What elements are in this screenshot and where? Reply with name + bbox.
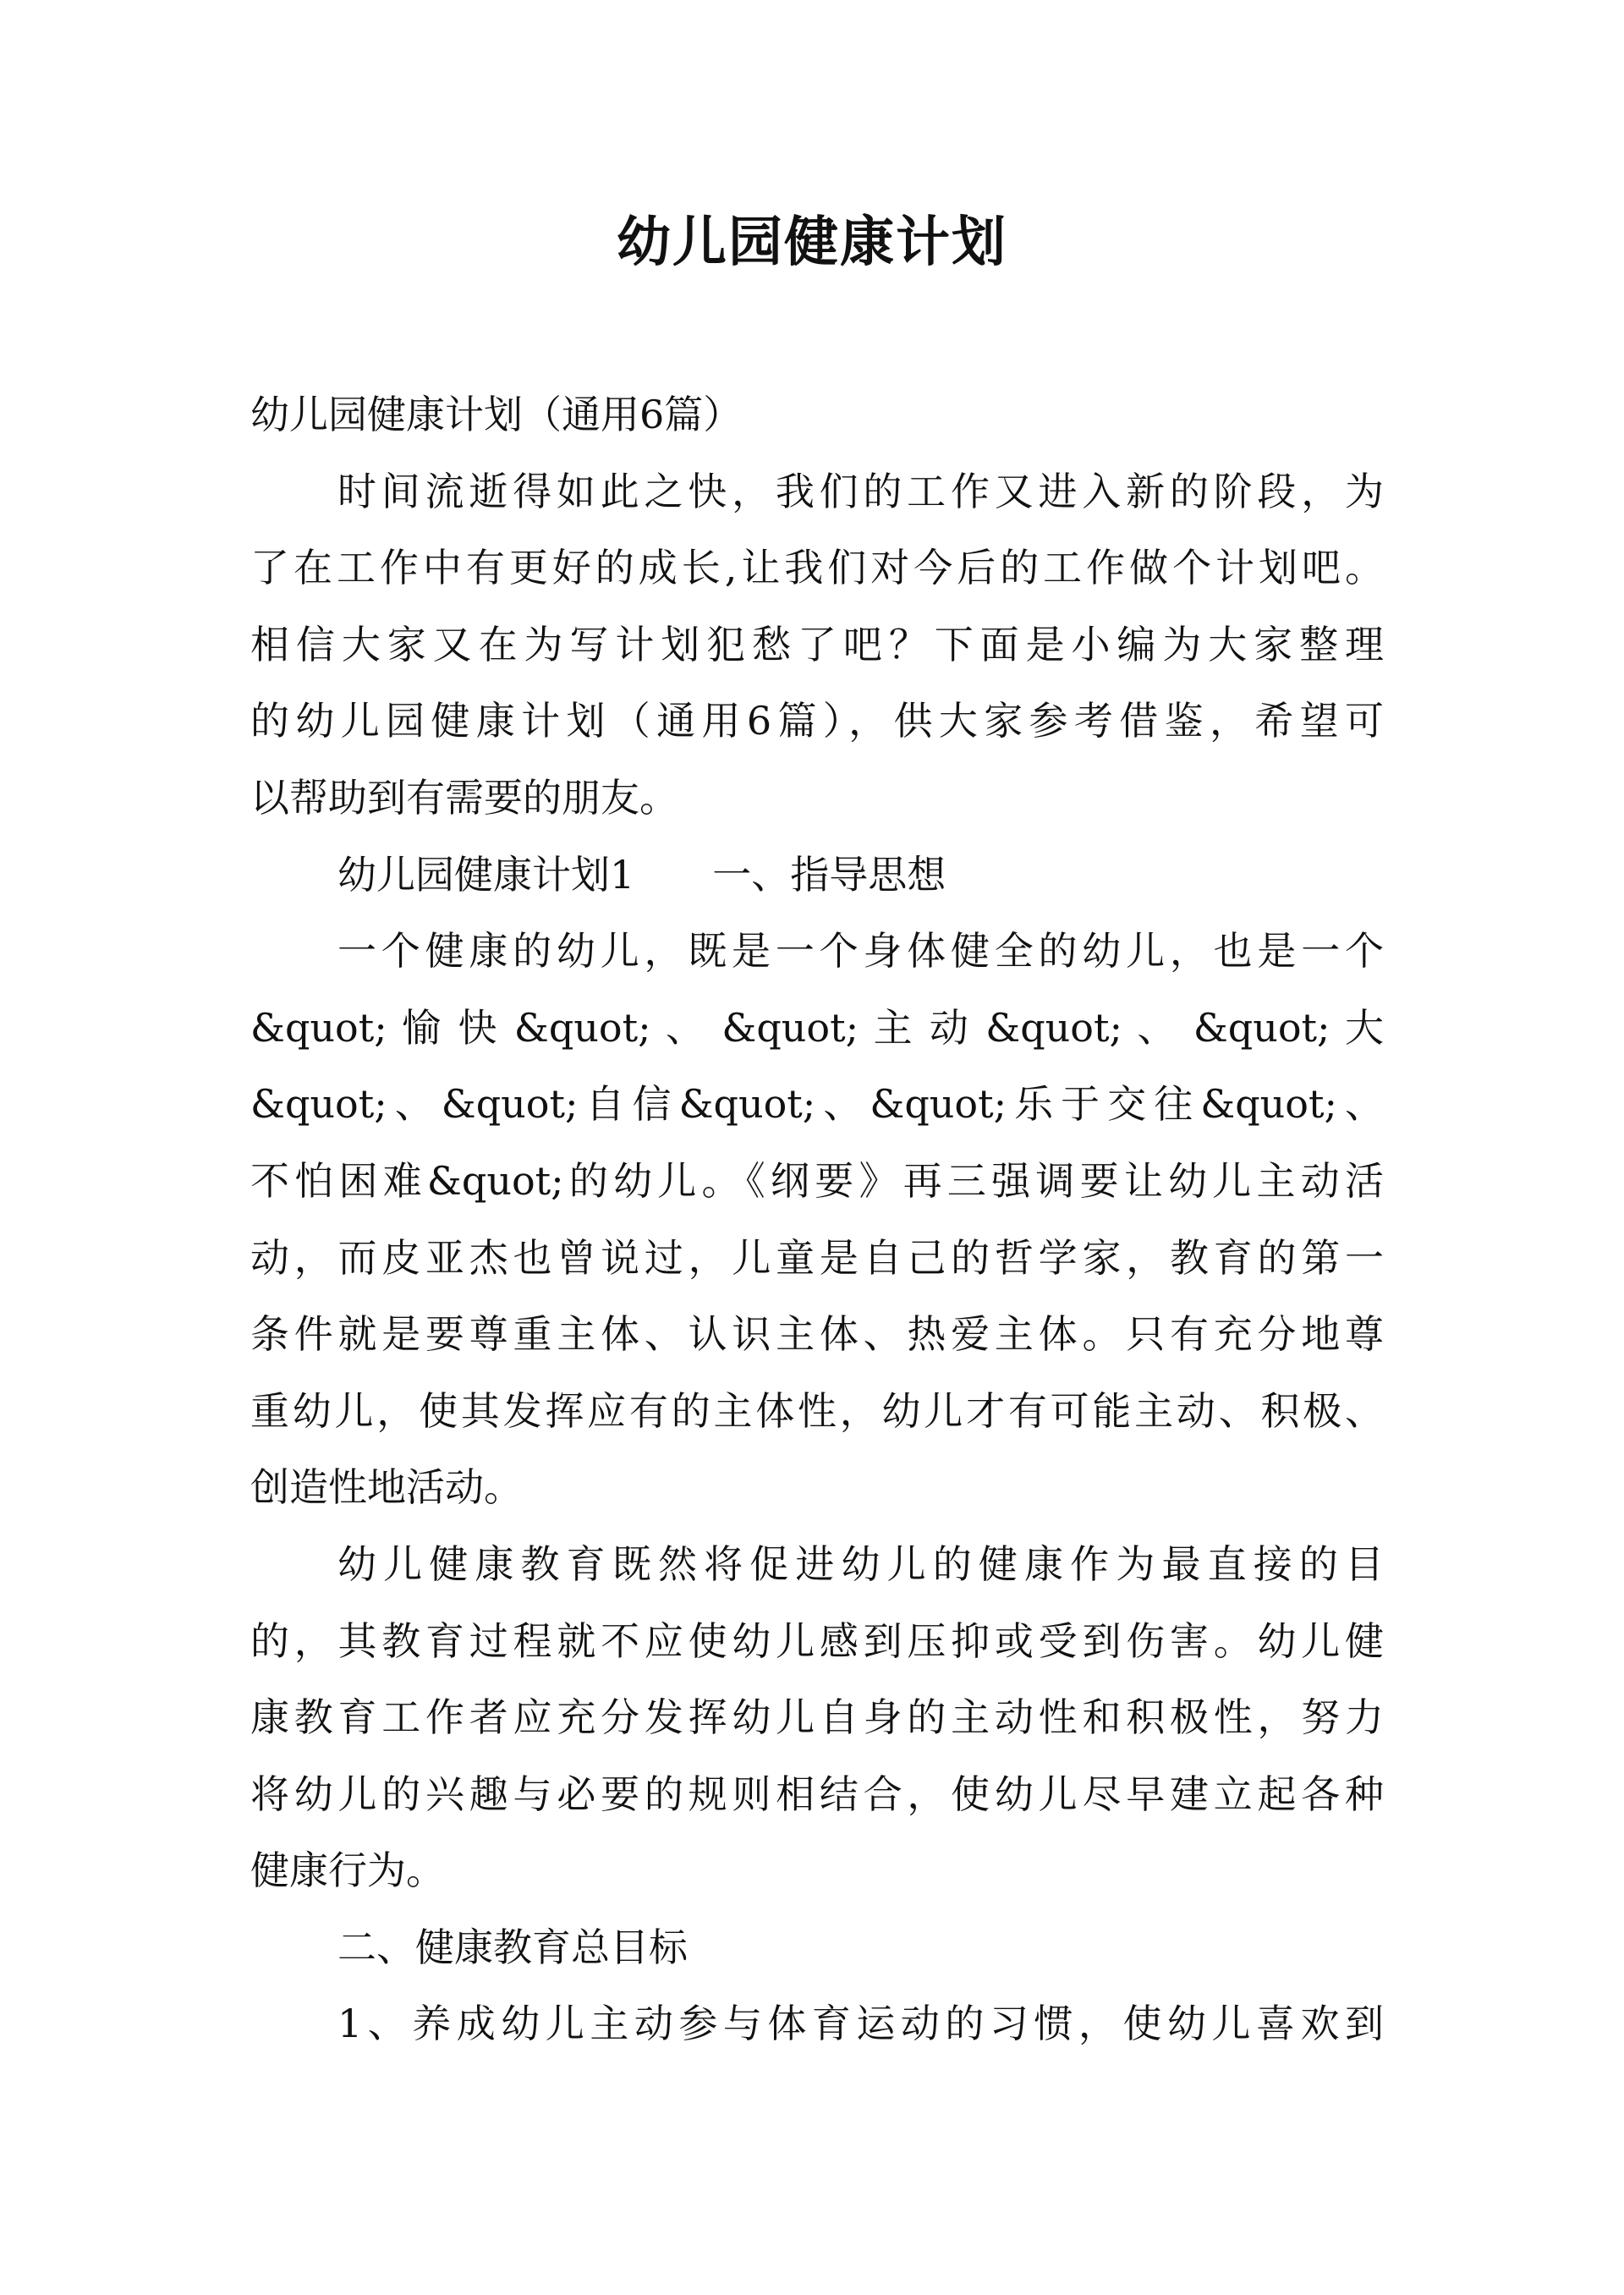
text-line: 时间流逝得如此之快，我们的工作又进入新的阶段，为	[337, 468, 1384, 514]
text-line: 重幼儿，使其发挥应有的主体性，幼儿才有可能主动、积极、	[250, 1387, 1384, 1434]
text-line: 幼儿园健康计划（通用6篇）	[250, 392, 743, 437]
text-line: 1、养成幼儿主动参与体育运动的习惯，使幼儿喜欢到	[337, 2001, 1384, 2047]
text-line: 的，其教育过程就不应使幼儿感到压抑或受到伤害。幼儿健	[250, 1617, 1384, 1664]
text-line: 幼儿园健康计划1 一、指导思想	[337, 851, 946, 898]
text-line: &quot;、&quot;自信&quot;、&quot;乐于交往&quot;、	[250, 1081, 1384, 1128]
document-title: 幼儿园健康计划	[617, 211, 1007, 274]
text-line: 动，而皮亚杰也曾说过，儿童是自己的哲学家，教育的第一	[250, 1234, 1384, 1281]
text-line: 了在工作中有更好的成长,让我们对今后的工作做个计划吧。	[250, 545, 1384, 591]
text-line: 不怕困难&quot;的幼儿。《纲要》再三强调要让幼儿主动活	[250, 1157, 1384, 1204]
text-line: 的幼儿园健康计划（通用6篇），供大家参考借鉴，希望可	[250, 698, 1384, 744]
text-line: &quot; 愉 快 &quot; 、 &quot; 主 动 &quot; 、 &quot; 大	[250, 1004, 1384, 1051]
text-line: 幼儿健康教育既然将促进幼儿的健康作为最直接的目	[337, 1540, 1384, 1587]
text-line: 条件就是要尊重主体、认识主体、热爱主体。只有充分地尊	[250, 1311, 1384, 1358]
text-line: 康教育工作者应充分发挥幼儿自身的主动性和积极性，努力	[250, 1694, 1384, 1741]
text-line: 二、健康教育总目标	[337, 1924, 688, 1970]
document-body	[250, 376, 1384, 2062]
text-line: 以帮助到有需要的朋友。	[250, 774, 678, 821]
text-line: 健康行为。	[250, 1848, 445, 1894]
text-line: 一个健康的幼儿，既是一个身体健全的幼儿，也是一个	[337, 928, 1384, 975]
text-line: 创造性地活动。	[250, 1464, 523, 1511]
text-line: 相信大家又在为写计划犯愁了吧？下面是小编为大家整理	[250, 621, 1384, 667]
text-line: 将幼儿的兴趣与必要的规则相结合，使幼儿尽早建立起各种	[250, 1771, 1384, 1817]
